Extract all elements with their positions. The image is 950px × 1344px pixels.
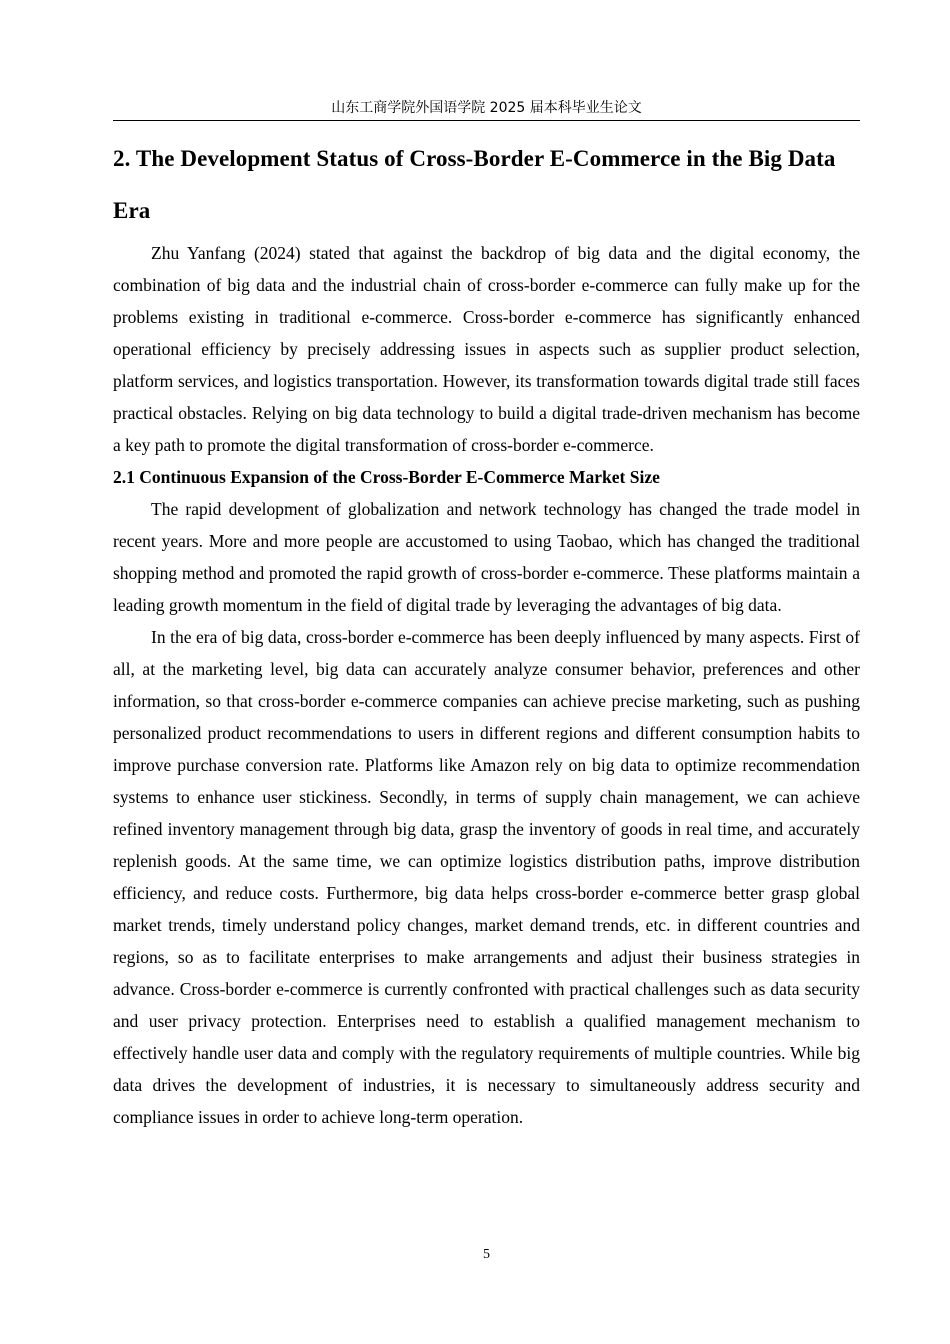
running-header: 山东工商学院外国语学院 2025 届本科毕业生论文: [331, 100, 642, 116]
page-number: 5: [483, 1247, 490, 1262]
chapter-title: 2. The Development Status of Cross-Border E-Commerce in the Big Data Era: [113, 146, 836, 223]
page-body: [113, 133, 860, 1133]
section-paragraph-1: The rapid development of globalization and network technology has changed the trade model in recent years. More and more people are accustomed to using Taobao, which has changed the traditional shopping method and promoted the rapid growth of cross-border e-commerce. These platforms maintain a leading growth momentum in the field of digital trade by leveraging the advantages of big data.: [113, 499, 860, 615]
header-rule: [113, 120, 860, 121]
chapter-intro-paragraph: Zhu Yanfang (2024) stated that against the backdrop of big data and the digital economy, the combination of big data and the industrial chain of cross-border e-commerce can fully make up for the problems existing in traditional e-commerce. Cross-border e-commerce has significantly enhanced operational efficiency by precisely addressing issues in aspects such as supplier product selection, platform services, and logistics transportation. However, its transformation towards digital trade still faces practical obstacles. Relying on big data technology to build a digital trade-driven mechanism has become a key path to promote the digital transformation of cross-border e-commerce.: [113, 243, 860, 455]
section-paragraph-2: In the era of big data, cross-border e-commerce has been deeply influenced by many aspects. First of all, at the marketing level, big data can accurately analyze consumer behavior, preferences and other information, so that cross-border e-commerce companies can achieve precise marketing, such as pushing personalized product recommendations to users in different regions and different consumption habits to improve purchase conversion rate. Platforms like Amazon rely on big data to optimize recommendation systems to enhance user stickiness. Secondly, in terms of supply chain management, we can achieve refined inventory management through big data, grasp the inventory of goods in real time, and accurately replenish goods. At the same time, we can optimize logistics distribution paths, improve distribution efficiency, and reduce costs. Furthermore, big data helps cross-border e-commerce better grasp global market trends, timely understand policy changes, market demand trends, etc. in different countries and regions, so as to facilitate enterprises to make arrangements and adjust their business strategies in advance. Cross-border e-commerce is currently confronted with practical challenges such as data security and user privacy protection. Enterprises need to establish a qualified management mechanism to effectively handle user data and comply with the regulatory requirements of multiple countries. While big data drives the development of industries, it is necessary to simultaneously address security and compliance issues in order to achieve long-term operation.: [113, 627, 860, 1127]
section-title: 2.1 Continuous Expansion of the Cross-Border E-Commerce Market Size: [113, 467, 660, 487]
